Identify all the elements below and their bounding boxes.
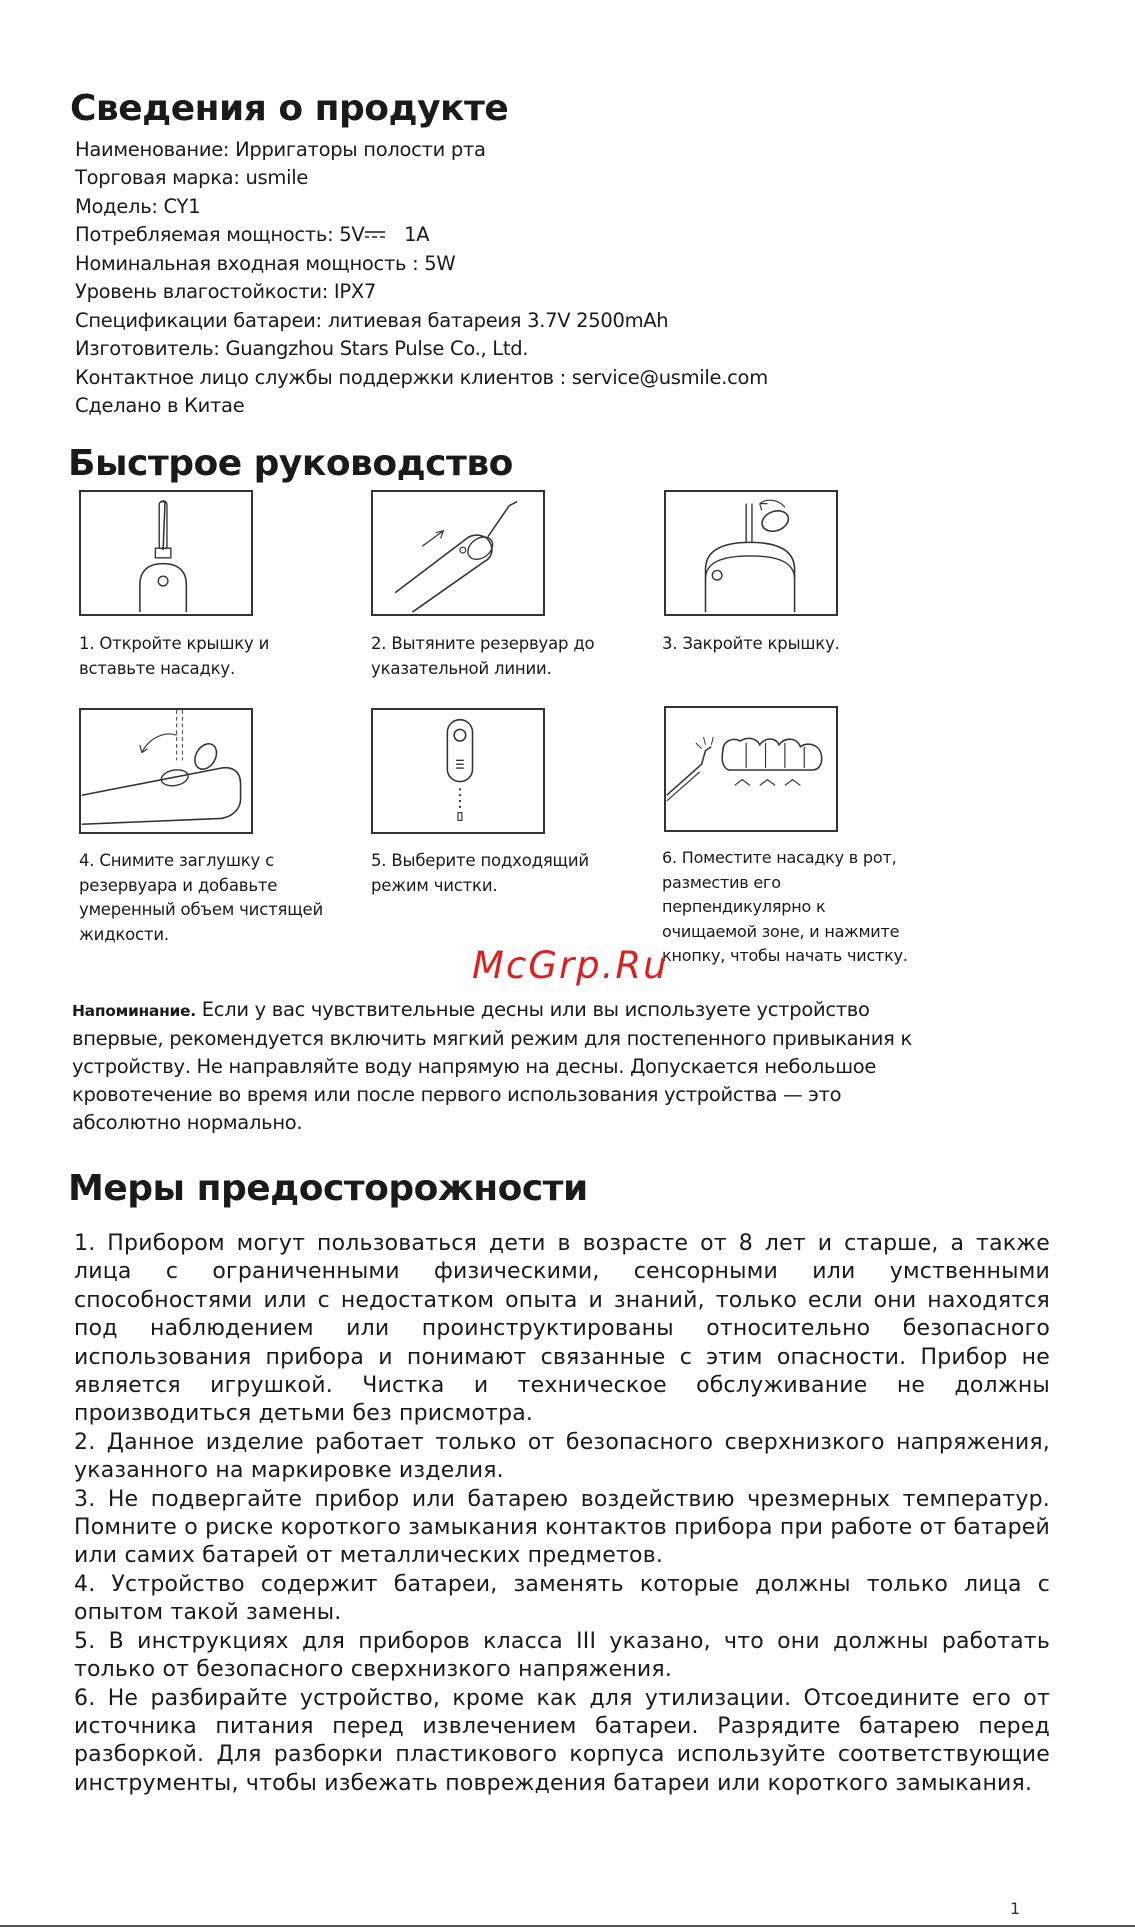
precaution-item: 2. Данное изделие работает только от безопасного сверхнизкого напряжения, указанного на маркировке изделия. [74, 1429, 1050, 1484]
step-3-illustration [664, 490, 838, 616]
step-5-caption: 5. Выберите подходящий режим чистки. [371, 851, 589, 895]
spec-line: Изготовитель: Guangzhou Stars Pulse Co., Ltd. [75, 337, 529, 361]
bottom-divider [0, 1925, 1135, 1927]
precaution-item: 1. Прибором могут пользоваться дети в возрасте от 8 лет и старше, а также лица с ограниченными физическими, сенсорными или умственными способностями или с недостатком опыта и знаний, только если они находятся под наблюдением или проинструктированы относительно безопасного использования прибора и понимают связанные с этим опасности. Прибор не является игрушкой. Чистка и техническое обслуживание не должны производиться детьми без присмотра. [74, 1231, 1050, 1427]
teeth-cleaning-icon [666, 708, 836, 830]
spec-line: Уровень влагостойкости: IPX7 [75, 280, 376, 304]
product-info-title: Сведения о продукте [70, 88, 509, 129]
precaution-item: 6. Не разбирайте устройство, кроме как для утилизации. Отсоедините его от источника питания перед извлечением батареи. Разрядите батарею перед разборкой. Для разборки пластикового корпуса используйте соответствующие инструменты, чтобы избежать повреждения батареи или короткого замыкания. [74, 1685, 1050, 1796]
spec-line-contact: Контактное лицо службы поддержки клиентов : service@usmile.com [75, 365, 768, 389]
power-current: 1A [404, 223, 430, 247]
step-2-caption: 2. Вытяните резервуар до указательной линии. [371, 634, 595, 678]
spec-line: Спецификации батареи: литиевая батареия 3.7V 2500mAh [75, 308, 669, 332]
precaution-item: 3. Не подвергайте прибор или батарею воздействию чрезмерных температур. Помните о риске короткого замыкания контактов прибора при работе от батарей или самих батарей от металлических предметов. [74, 1486, 1050, 1569]
precautions-list [74, 1230, 1050, 1798]
quick-guide-title: Быстрое руководство [68, 443, 513, 484]
watermark: McGrp.Ru [472, 944, 669, 987]
irrigator-nozzle-icon [81, 492, 251, 614]
dc-symbol-icon [364, 222, 386, 250]
spec-line-power [75, 221, 795, 250]
precautions-title: Меры предосторожности [68, 1168, 588, 1209]
close-lid-icon [666, 492, 836, 614]
reservoir-pull-icon [373, 492, 543, 614]
step-5-illustration [371, 708, 545, 834]
product-specs [75, 136, 795, 420]
step-2-illustration [371, 490, 545, 616]
step-6-illustration [664, 706, 838, 832]
page-number: 1 [1010, 1899, 1021, 1918]
spec-line: Сделано в Китае [75, 393, 245, 417]
step-4-caption: 4. Снимите заглушку с резервуара и добавьте умеренный объем чистящей жидкости. [79, 851, 324, 944]
step-1-illustration [79, 490, 253, 616]
spec-line: Номинальная входная мощность : 5W [75, 251, 456, 275]
fill-reservoir-icon [81, 710, 251, 832]
precaution-item: 5. В инструкциях для приборов класса III указано, что они должны работать только от безопасного сверхнизкого напряжения. [74, 1628, 1050, 1683]
spec-line: Наименование: Ирригаторы полости рта [75, 138, 486, 161]
reminder-text: Если у вас чувствительные десны или вы используете устройство впервые, рекомендуется включить мягкий режим для постепенного привыкания к устройству. Не направляйте воду напрямую на десны. Допускается небольшое кровотечение во время или после первого использования устройства — это абсолютно нормально. [72, 998, 912, 1134]
spec-line: Модель: CY1 [75, 194, 201, 218]
power-label: Потребляемая мощность: 5V [75, 223, 365, 247]
step-6-caption: 6. Поместите насадку в рот, разместив его перпендикулярно к очищаемой зоне, и нажмите кнопку, чтобы начать чистку. [662, 848, 908, 965]
precaution-item: 4. Устройство содержит батареи, заменять которые должны только лица с опытом такой замены. [74, 1571, 1050, 1626]
mode-button-icon [373, 710, 543, 832]
reminder-paragraph [72, 996, 912, 1137]
reminder-label: Напоминание. [72, 1002, 196, 1020]
spec-line: Торговая марка: usmile [75, 166, 309, 190]
step-1-caption: 1. Откройте крышку и вставьте насадку. [79, 634, 270, 678]
step-3-caption: 3. Закройте крышку. [662, 634, 840, 653]
step-4-illustration [79, 708, 253, 834]
